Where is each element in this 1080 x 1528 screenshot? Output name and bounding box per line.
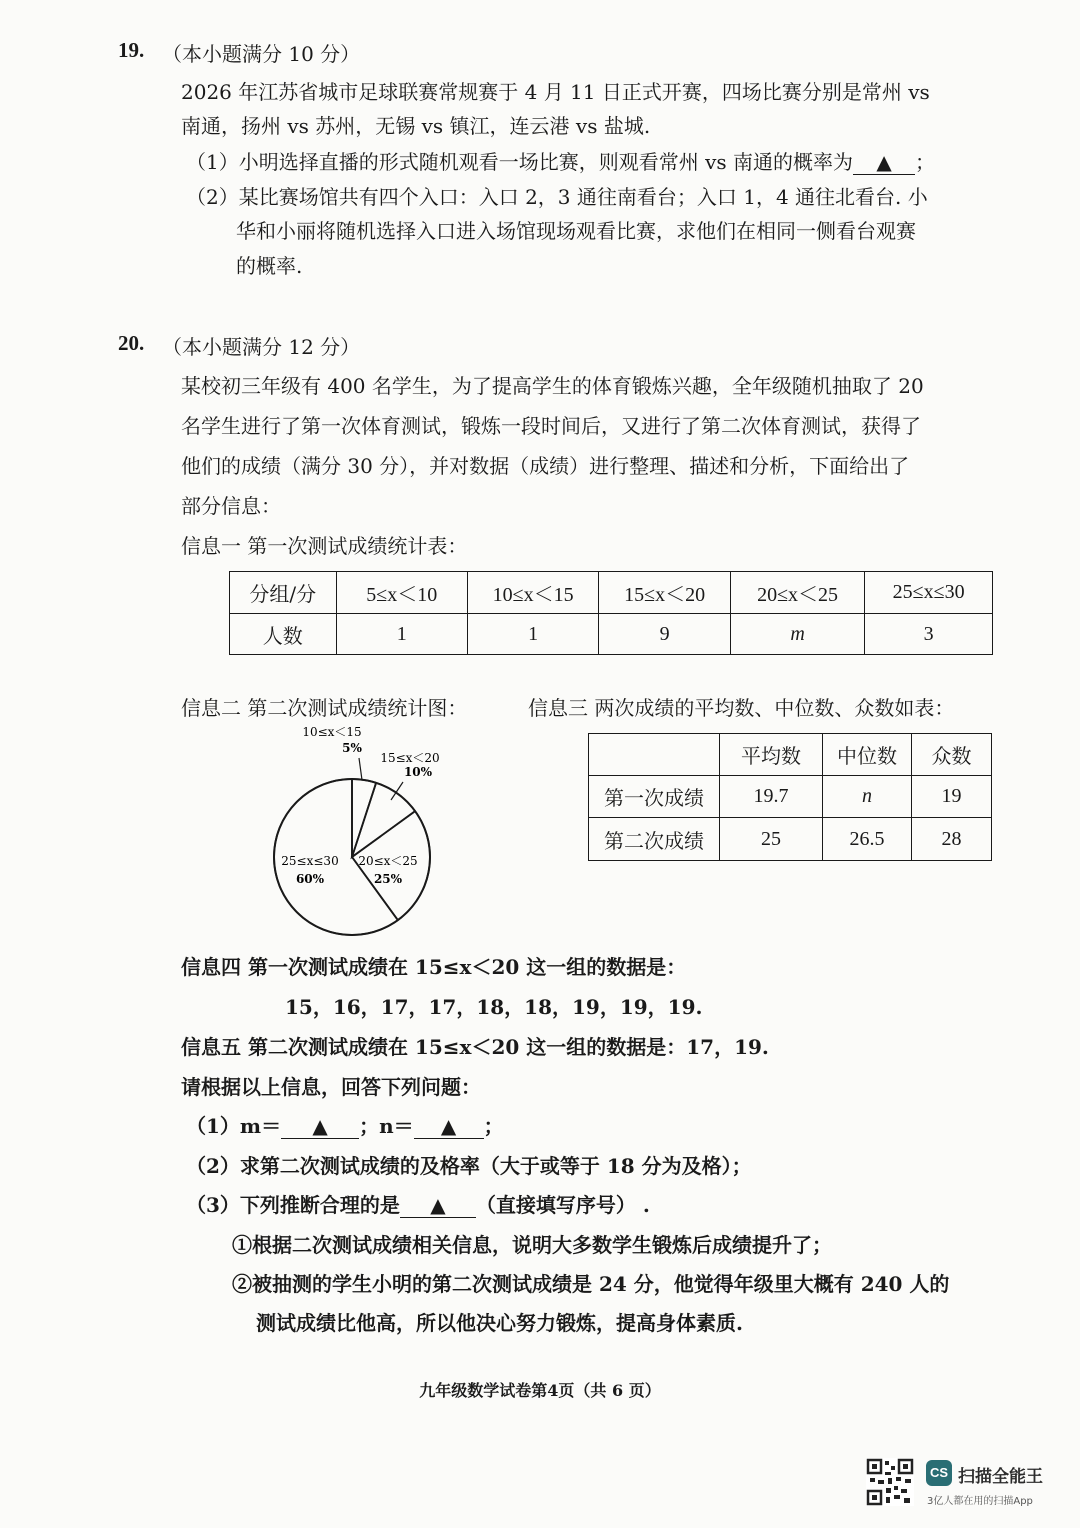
- stats-cell: 28: [912, 818, 992, 861]
- sub1-end: ；: [483, 1114, 504, 1138]
- q19-part1: [186, 146, 935, 175]
- table1-cell: 人数: [230, 614, 337, 655]
- pie-category-label: 10≤x＜15: [302, 725, 362, 739]
- scanner-logo-icon: CS: [926, 1460, 952, 1486]
- option-2-line1: ②被抽测的学生小明的第二次测试成绩是 24 分，他觉得年级里大概有 240 人的: [232, 1272, 950, 1296]
- pie-category-label: 20≤x＜25: [358, 854, 418, 868]
- pie-percent-label: 5%: [342, 741, 362, 755]
- scanner-tagline: 3亿人都在用的扫描App: [927, 1496, 1033, 1507]
- table1-cell: 分组/分: [230, 572, 337, 614]
- qr-code: [866, 1458, 914, 1506]
- q20-intro-line: 他们的成绩（满分 30 分），并对数据（成绩）进行整理、描述和分析，下面给出了: [181, 454, 910, 478]
- q20-header: （本小题满分 12 分）: [162, 335, 361, 359]
- stats-header-cell: 平均数: [720, 734, 823, 776]
- sub3-prefix: （3）下列推断合理的是: [186, 1193, 400, 1217]
- table1-cell: m: [730, 614, 864, 655]
- answer-blank: ▲: [400, 1193, 476, 1218]
- info3-title: 信息三 两次成绩的平均数、中位数、众数如表：: [528, 696, 955, 720]
- stats-header-cell: 中位数: [822, 734, 911, 776]
- stats-row-label: 第二次成绩: [589, 818, 720, 861]
- sub-question-1: [186, 1110, 504, 1139]
- q19-line2: 南通，扬州 vs 苏州，无锡 vs 镇江，连云港 vs 盐城.: [181, 114, 651, 138]
- sub3-suffix: （直接填写序号） .: [475, 1193, 650, 1217]
- q20-intro-line: 名学生进行了第一次体育测试，锻炼一段时间后，又进行了第二次体育测试，获得了: [181, 414, 921, 438]
- option-1: ①根据二次测试成绩相关信息，说明大多数学生锻炼后成绩提升了；: [232, 1233, 832, 1257]
- stats-row-label: 第一次成绩: [589, 776, 720, 818]
- table1-cell: 10≤x＜15: [467, 572, 598, 614]
- stats-cell: 26.5: [822, 818, 911, 861]
- pie-percent-label: 60%: [295, 872, 325, 886]
- info4-data: 15，16，17，17，18，18，19，19，19.: [285, 995, 703, 1019]
- stats-header-cell: [589, 734, 720, 776]
- info1-title: 信息一 第一次测试成绩统计表：: [181, 534, 468, 558]
- stats-cell: 19.7: [720, 776, 823, 818]
- q19-part2-line2: 华和小丽将随机选择入口进入场馆现场观看比赛，求他们在相同一侧看台观赛: [236, 219, 916, 243]
- q19-number: 19.: [118, 38, 145, 62]
- stats-table: [588, 733, 992, 861]
- q19-part1-end: ；: [915, 150, 936, 174]
- pie-percent-label: 10%: [403, 765, 433, 779]
- q19-line1: 2026 年江苏省城市足球联赛常规赛于 4 月 11 日正式开赛，四场比赛分别是常州 vs: [181, 80, 930, 104]
- q20-intro-line: 部分信息：: [181, 494, 281, 518]
- pie-leader-line: [359, 758, 362, 780]
- table1-cell: 25≤x≤30: [865, 572, 993, 614]
- q20-number: 20.: [118, 331, 145, 355]
- sub1-m-label: （1）m＝: [186, 1114, 282, 1138]
- stats-cell: 25: [720, 818, 823, 861]
- stats-header-cell: 众数: [912, 734, 992, 776]
- page-footer: 九年级数学试卷第4页（共 6 页）: [419, 1381, 661, 1400]
- table1-cell: 5≤x＜10: [336, 572, 467, 614]
- sub-question-3: [186, 1189, 650, 1218]
- answer-blank: ▲: [414, 1114, 484, 1139]
- table1-cell: 15≤x＜20: [599, 572, 730, 614]
- first-test-table: [229, 571, 993, 655]
- answer-blank: ▲: [853, 150, 915, 175]
- table1-cell: 1: [336, 614, 467, 655]
- table1-cell: 3: [865, 614, 993, 655]
- table1-cell: 9: [599, 614, 730, 655]
- pie-percent-label: 25%: [373, 872, 403, 886]
- answer-blank: ▲: [281, 1114, 359, 1139]
- q20-intro-line: 某校初三年级有 400 名学生，为了提高学生的体育锻炼兴趣，全年级随机抽取了 20: [181, 374, 924, 398]
- stats-cell: 19: [912, 776, 992, 818]
- sub1-n-label: ；n＝: [359, 1114, 414, 1138]
- question-prompt: 请根据以上信息，回答下列问题：: [181, 1075, 481, 1099]
- q19-part2-line1: （2）某比赛场馆共有四个入口：入口 2，3 通往南看台；入口 1，4 通往北看台. 小: [186, 185, 928, 209]
- info2-title: 信息二 第二次测试成绩统计图：: [181, 696, 468, 720]
- table1-cell: 1: [467, 614, 598, 655]
- pie-category-label: 15≤x＜20: [380, 751, 440, 765]
- info5: 信息五 第二次测试成绩在 15≤x＜20 这一组的数据是：17，19.: [181, 1035, 769, 1059]
- q19-part2-line3: 的概率.: [236, 254, 303, 278]
- stats-cell: n: [822, 776, 911, 818]
- q19-part1-text: （1）小明选择直播的形式随机观看一场比赛，则观看常州 vs 南通的概率为: [186, 150, 854, 174]
- pie-category-label: 25≤x≤30: [281, 854, 339, 868]
- option-2-line2: 测试成绩比他高，所以他决心努力锻炼，提高身体素质.: [256, 1311, 743, 1335]
- table1-cell: 20≤x＜25: [730, 572, 864, 614]
- second-test-pie-chart: [260, 722, 510, 940]
- sub-question-2: （2）求第二次测试成绩的及格率（大于或等于 18 分为及格）；: [186, 1154, 752, 1178]
- info4-title: 信息四 第一次测试成绩在 15≤x＜20 这一组的数据是：: [181, 955, 687, 979]
- q19-header: （本小题满分 10 分）: [162, 42, 361, 66]
- scanner-app-name: 扫描全能王: [958, 1467, 1043, 1487]
